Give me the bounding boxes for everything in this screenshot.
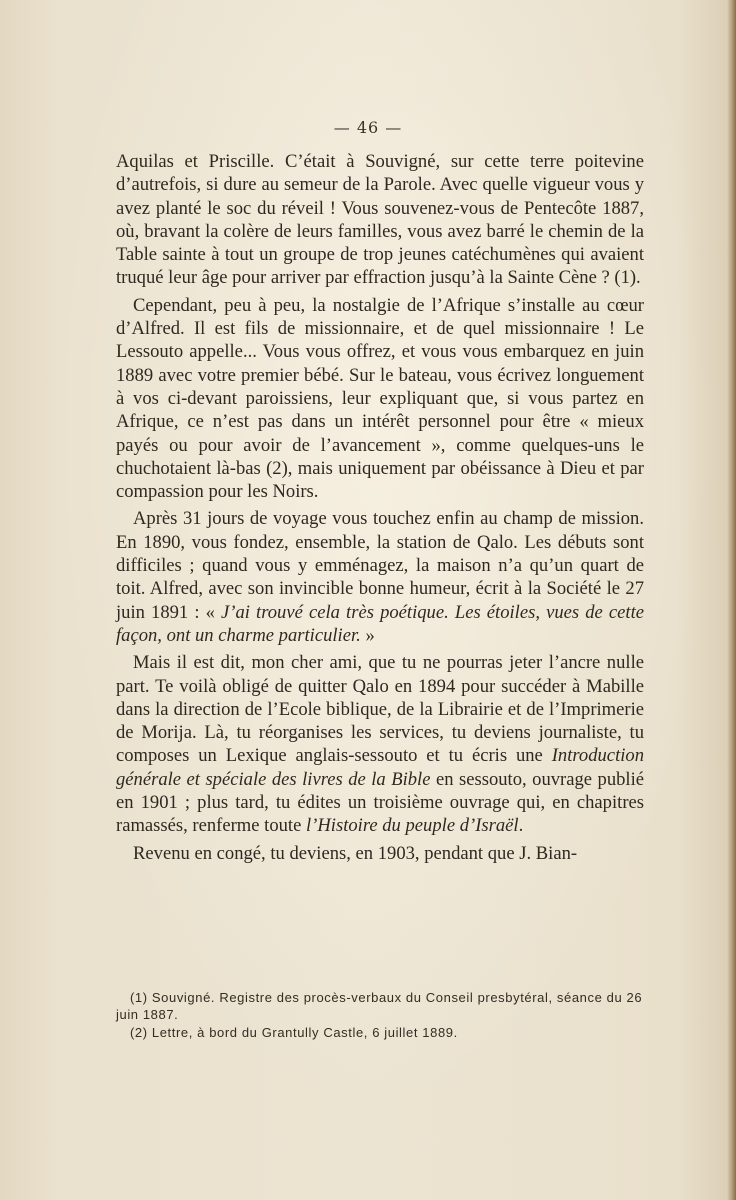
italic-text: Introduction générale et spéciale des livres de la Bible	[116, 745, 644, 790]
text-run: Revenu en congé, tu deviens, en 1903, pendant que J. Bian-	[133, 842, 578, 864]
text-run: »	[360, 624, 375, 646]
page-number: — 46 —	[333, 118, 403, 137]
body-text	[116, 150, 644, 869]
italic-text: l’Histoire du peuple d’Israël	[306, 815, 519, 837]
page-edge-shadow	[727, 0, 736, 1200]
paragraph	[116, 150, 644, 290]
paragraph	[116, 842, 644, 865]
text-run: en sessouto, ouvrage publié en 1901 ; plus tard, tu édites un troisième ouvrage qui, en chapitres ramassés, renferme toute	[116, 768, 644, 837]
footnotes	[116, 990, 644, 1044]
text-run: Mais il est dit, mon cher ami, que tu ne pourras jeter l’ancre nulle part. Te voilà obligé de quitter Qalo en 1894 pour succéder à Mabille dans la direction de l’Ecole biblique, de la Librairie et de l’Imprimerie de Morija. Là, tu réorganises les services, tu deviens journaliste, tu composes un Lexique anglais-sessouto et tu écris une	[116, 652, 644, 767]
paragraph	[116, 651, 644, 837]
footnote: (2) Lettre, à bord du Grantully Castle, 6 juillet 1889.	[130, 1025, 458, 1040]
italic-text: J’ai trouvé cela très poétique. Les étoiles, vues de cette façon, ont un charme particulier.	[116, 601, 644, 646]
text-run: Aquilas et Priscille. C’était à Souvigné, sur cette terre poitevine d’autrefois, si dure au semeur de la Parole. Avec quelle vigueur vous y avez planté le soc du réveil ! Vous souvenez-vous de Pentecôte 1887, où, bravant la colère de leurs familles, vous avez barré le chemin de la Table sainte à tout un groupe de trop jeunes catéchumènes qui avaient truqué leur âge pour arriver par effraction jusqu’à la Sainte Cène ? (1).	[116, 151, 644, 289]
paragraph	[116, 294, 644, 504]
text-run: Après 31 jours de voyage vous touchez enfin au champ de mission. En 1890, vous fondez, ensemble, la station de Qalo. Les débuts sont difficiles ; quand vous y emménagez, la maison n’a qu’un quart de toit. Alfred, avec son invincible bonne humeur, écrit à la Société le 27 juin 1891 : «	[116, 508, 644, 623]
text-run: .	[518, 815, 524, 837]
paragraph	[116, 507, 644, 647]
text-run: Cependant, peu à peu, la nostalgie de l’Afrique s’installe au cœur d’Alfred. Il est fils de missionnaire, et de quel missionnaire ! Le Lessouto appelle... Vous vous offrez, et vous vous embarquez en juin 1889 avec votre premier bébé. Sur le bateau, vous écrivez longuement à vos ci-devant paroissiens, leur expliquant que, si vous partez en Afrique, ce n’est pas dans un intérêt personnel pour être « mieux payés ou pour avoir de l’avancement », comme quelques-uns le chuchotaient là-bas (2), mais uniquement par obéissance à Dieu et par compassion pour les Noirs.	[116, 294, 644, 503]
footnote: (1) Souvigné. Registre des procès-verbaux du Conseil presbytéral, séance du 26 juin 1887.	[116, 990, 643, 1022]
